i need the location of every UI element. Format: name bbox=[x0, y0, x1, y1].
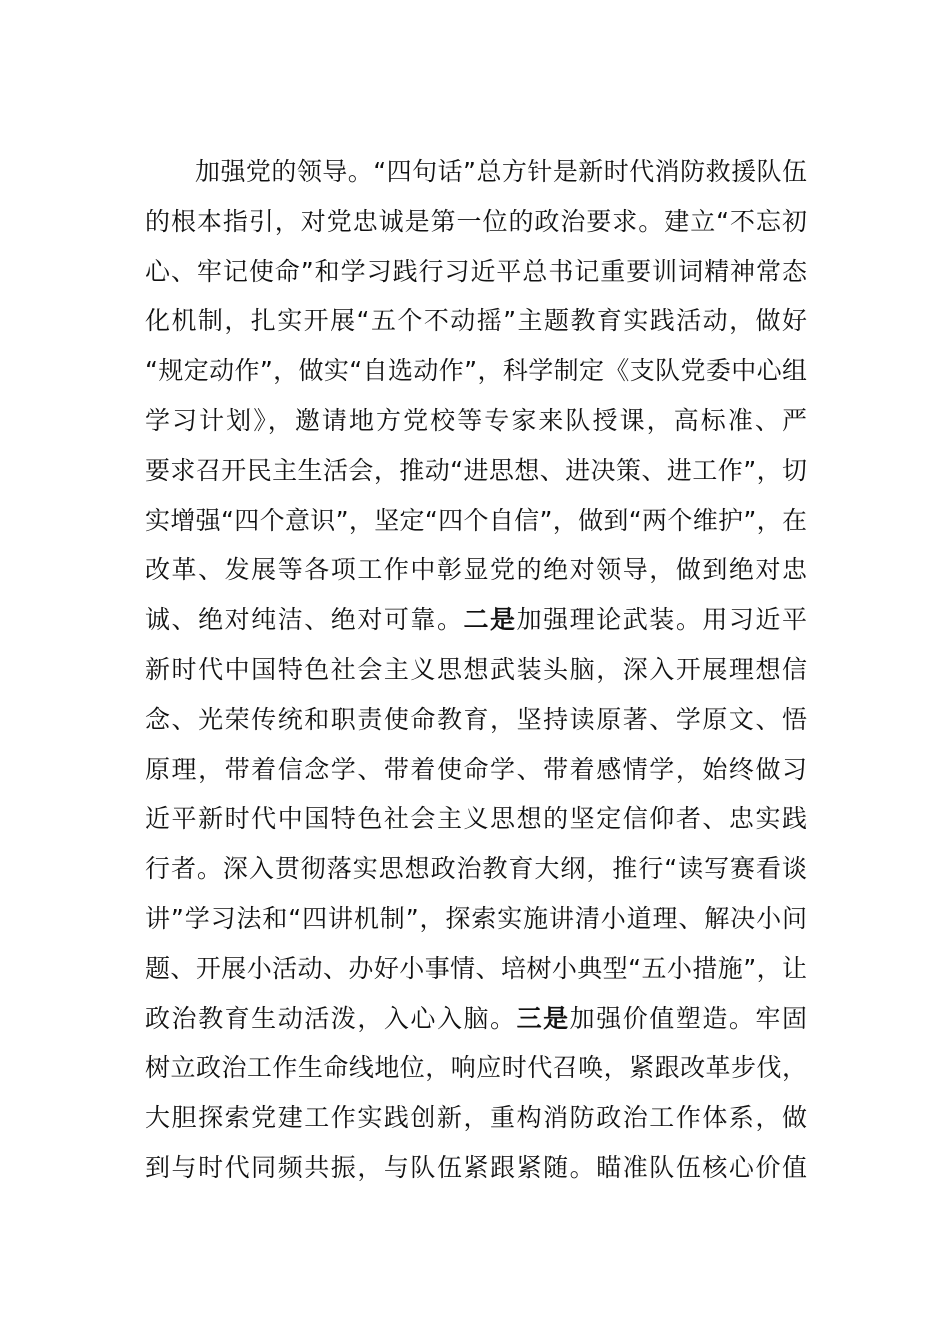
paragraph-line bbox=[145, 802, 807, 836]
paragraph-line bbox=[145, 902, 807, 936]
body-text: 加强党的领导。“四句话”总方针是新时代消防救援队伍 bbox=[195, 157, 807, 186]
body-text: 讲”学习法和“四讲机制”，探索实施讲清小道理、解决小问 bbox=[145, 904, 807, 933]
paragraph-line bbox=[145, 1151, 807, 1185]
paragraph-line bbox=[145, 354, 807, 388]
body-text: 加强价值塑造。牢固 bbox=[569, 1003, 807, 1033]
paragraph-line bbox=[145, 1101, 807, 1135]
body-text: 政治教育生动活泼，入心入脑。 bbox=[145, 1003, 517, 1033]
paragraph-line bbox=[145, 753, 807, 787]
body-text: 化机制，扎实开展“五个不动摇”主题教育实践活动，做好 bbox=[145, 306, 807, 336]
body-text: 加强理论武装。用习近平 bbox=[516, 605, 807, 635]
body-text: 的根本指引，对党忠诚是第一位的政治要求。建立“不忘初 bbox=[145, 206, 807, 236]
paragraph-line bbox=[145, 603, 807, 637]
body-text: 到与时代同频共振，与队伍紧跟紧随。瞄准队伍核心价值 bbox=[145, 1153, 807, 1182]
body-text: 诚、绝对纯洁、绝对可靠。 bbox=[145, 605, 464, 635]
paragraph-line bbox=[145, 454, 807, 488]
body-text: 题、开展小活动、办好小事情、培树小典型“五小措施”，让 bbox=[145, 953, 807, 983]
body-text: 心、牢记使命”和学习践行习近平总书记重要训词精神常态 bbox=[145, 256, 807, 286]
body-text: 实增强“四个意识”，坚定“四个自信”，做到“两个维护”，在 bbox=[145, 505, 807, 535]
body-text: 大胆探索党建工作实践创新，重构消防政治工作体系，做 bbox=[145, 1103, 807, 1133]
paragraph-line bbox=[145, 205, 807, 239]
paragraph-line bbox=[145, 1002, 807, 1036]
body-text: 原理，带着信念学、带着使命学、带着感情学，始终做习 bbox=[145, 754, 807, 784]
paragraph-line bbox=[195, 155, 807, 189]
body-text: 行者。深入贯彻落实思想政治教育大纲，推行“读写赛看谈 bbox=[145, 854, 807, 884]
body-text: 改革、发展等各项工作中彰显党的绝对领导，做到绝对忠 bbox=[145, 555, 807, 585]
body-text: 念、光荣传统和职责使命教育，坚持读原著、学原文、悟 bbox=[145, 704, 807, 734]
paragraph-line bbox=[145, 653, 807, 687]
body-text: 近平新时代中国特色社会主义思想的坚定信仰者、忠实践 bbox=[145, 804, 807, 834]
body-text: 新时代中国特色社会主义思想武装头脑，深入开展理想信 bbox=[145, 655, 807, 684]
paragraph-line bbox=[145, 703, 807, 737]
paragraph-line bbox=[145, 504, 807, 538]
paragraph-line bbox=[145, 952, 807, 986]
paragraph-line bbox=[145, 255, 807, 289]
paragraph-line bbox=[145, 304, 807, 338]
paragraph-line bbox=[145, 553, 807, 587]
bold-heading-text: 三是 bbox=[516, 1003, 570, 1033]
paragraph-line bbox=[145, 404, 807, 438]
paragraph-line bbox=[145, 1051, 807, 1085]
body-text: 树立政治工作生命线地位，响应时代召唤，紧跟改革步伐， bbox=[145, 1053, 807, 1083]
body-text: 学习计划》，邀请地方党校等专家来队授课，高标准、严 bbox=[145, 406, 807, 435]
paragraph-line bbox=[145, 852, 807, 886]
bold-heading-text: 二是 bbox=[463, 605, 517, 635]
body-text: 要求召开民主生活会，推动“进思想、进决策、进工作”，切 bbox=[145, 455, 807, 485]
body-text: “规定动作”，做实“自选动作”，科学制定《支队党委中心组 bbox=[145, 356, 807, 386]
